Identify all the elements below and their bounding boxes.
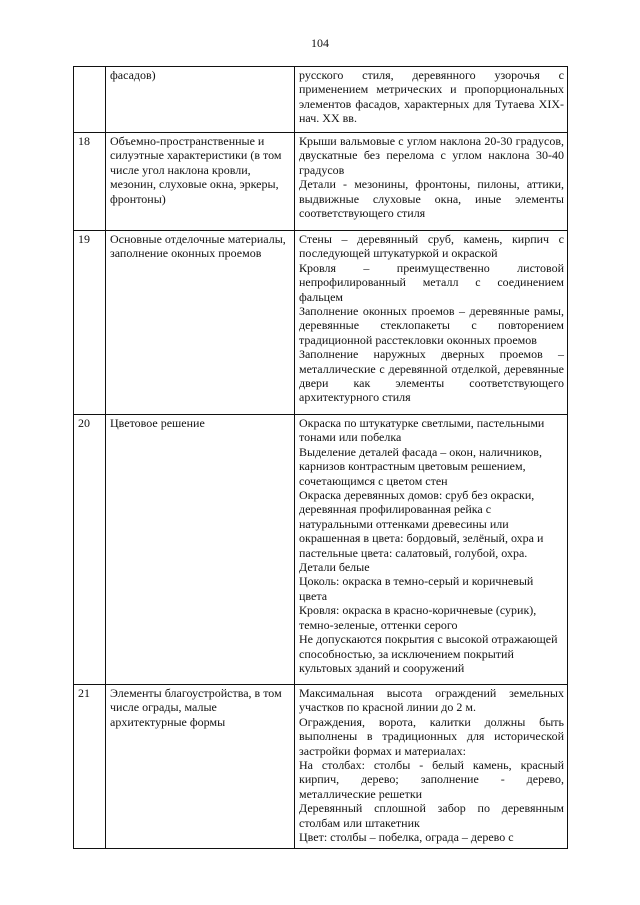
requirement-paragraph: Не допускаются покрытия с высокой отражающей способностью, за исключением покрытий культовых зданий и сооружений [299,632,558,675]
parameter-name: фасадов) [106,67,295,133]
requirement-paragraph: Крыши вальмовые с углом наклона 20-30 градусов, двускатные без перелома с углом наклона 30-40 градусов [299,134,564,177]
row-number: 18 [74,133,106,231]
table-row [74,231,568,415]
requirement-paragraph: На столбах: столбы - белый камень, красный кирпич, дерево; заполнение - дерево, металлические решетки [299,758,564,801]
requirement-paragraph: Деревянный сплошной забор по деревянным столбам или штакетник [299,801,564,830]
row-number [74,67,106,133]
row-number: 21 [74,685,106,849]
requirement-paragraph: Окраска деревянных домов: сруб без окраски, деревянная профилированная рейка с натуральными оттенками древесины или окрашенная в цвета: бордовый, зелёный, охра и пастельные цвета: салатовый, голубой, охра. [299,488,544,560]
requirements-cell [295,133,568,231]
table-row [74,415,568,685]
requirements-table [73,66,568,849]
parameter-name: Объемно-пространственные и силуэтные характеристики (в том числе угол наклона кровли, мезонин, слуховые окна, эркеры, фронтоны) [106,133,295,231]
parameter-name: Основные отделочные материалы, заполнение оконных проемов [106,231,295,415]
requirement-paragraph: Кровля – преимущественно листовой непрофилированный металл с соединением фальцем [299,260,564,304]
parameter-name: Цветовое решение [106,415,295,685]
table-row [74,685,568,849]
requirement-paragraph: Ограждения, ворота, калитки должны быть выполнены в традиционных для исторической застройки формах и материалах: [299,714,564,758]
row-number: 19 [74,231,106,415]
parameter-name: Элементы благоустройства, в том числе ограды, малые архитектурные формы [106,685,295,849]
requirement-paragraph: русского стиля, деревянного узорочья с применением метрических и пропорциональных элементов фасадов, характерных для Тутаева XIX- нач. XX вв. [299,68,564,126]
requirement-paragraph: Максимальная высота ограждений земельных участков по красной линии до 2 м. [299,686,564,715]
requirement-paragraph: Стены – деревянный сруб, камень, кирпич с последующей штукатуркой и окраской [299,232,564,261]
table-row [74,133,568,231]
requirements-cell [295,685,568,849]
requirement-paragraph: Заполнение оконных проемов – деревянные рамы, деревянные стеклопакеты с повторением традиционной расстекловки оконных проемов [299,304,564,347]
requirement-paragraph: Цвет: столбы – побелка, ограда – дерево с [299,830,514,845]
row-number: 20 [74,415,106,685]
requirement-paragraph: Детали - мезонины, фронтоны, пилоны, аттики, выдвижные слуховые окна, иные элементы соответствующего стиля [299,177,564,221]
table-row [74,67,568,133]
requirements-cell [295,67,568,133]
requirement-paragraph: Выделение деталей фасада – окон, наличников, карнизов контрастным цветовым решением, сочетающимся с цветом стен [299,444,542,488]
requirements-cell [295,231,568,415]
requirement-paragraph: Детали белые [299,560,370,575]
page-number: 104 [311,36,329,50]
requirements-cell [295,415,568,685]
requirement-paragraph: Цоколь: окраска в темно-серый и коричневый цвета [299,574,534,603]
requirement-paragraph: Кровля: окраска в красно-коричневые (сурик), темно-зеленые, оттенки серого [299,603,537,632]
requirement-paragraph: Окраска по штукатурке светлыми, пастельными тонами или побелка [299,416,545,445]
requirement-paragraph: Заполнение наружных дверных проемов – металлические с деревянной отделкой, деревянные двери как элементы соответствующего архитектурного стиля [299,347,564,405]
